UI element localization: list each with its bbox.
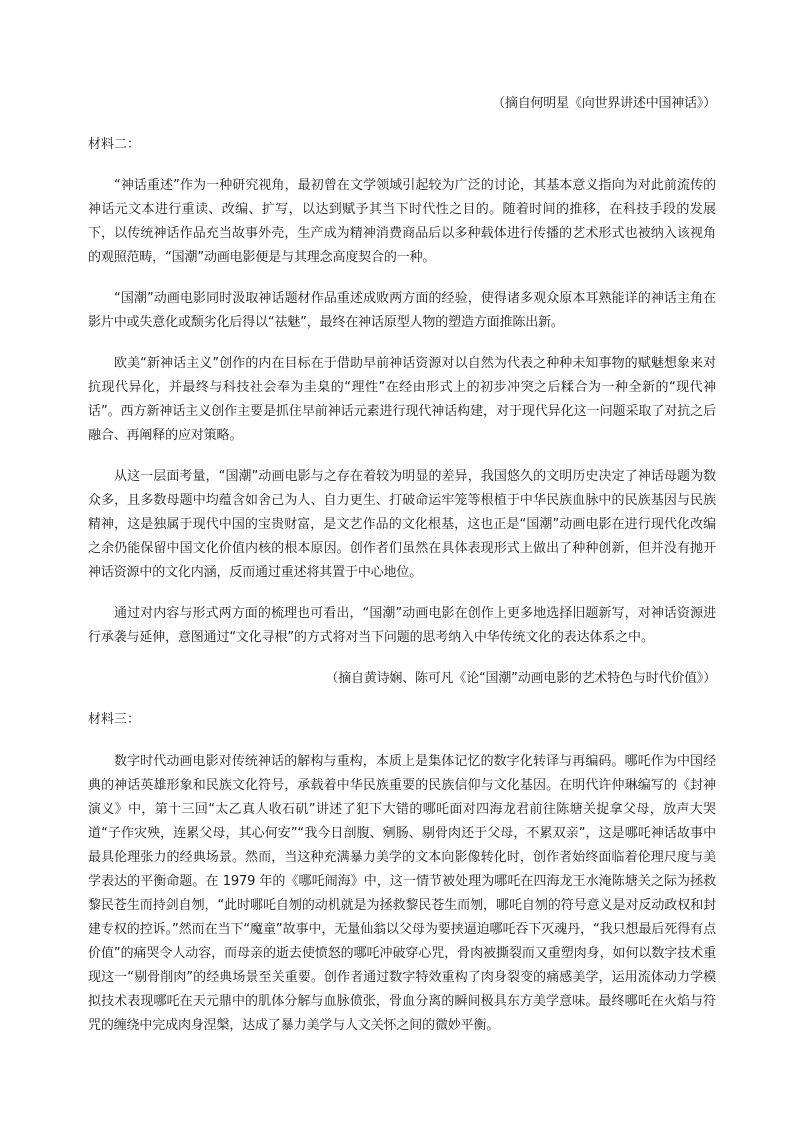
material-two-paragraph-2: “国潮”动画电影同时汲取神话题材作品重述成败两方面的经验，使得诸多观众原本耳熟能详的神话主角在影片中或失意化或颓劣化后得以“祛魅”，最终在神话原型人物的塑造方面推陈出新。: [88, 291, 716, 330]
material-two-heading: 材料二：: [88, 137, 141, 152]
document-page: [88, 92, 716, 1038]
source-citation-1: （摘自何明星《向世界讲述中国神话》）: [492, 96, 716, 111]
material-three-heading: 材料三：: [88, 712, 141, 727]
source-citation-2: （摘自黄诗娴、陈可凡《论“国潮”动画电影的艺术特色与时代价值》）: [325, 671, 716, 686]
material-three-paragraph-1: 数字时代动画电影对传统神话的解构与重构，本质上是集体记忆的数字化转译与再编码。哪吒作为中国经典的神话英雄形象和民族文化符号，承载着中华民族重要的民族信仰与文化基因。在明代许仲琳编写的《封神演义》中，第十三回“太乙真人收石矶”讲述了犯下大错的哪吒面对四海龙君前往陈塘关捉拿父母，放声大哭道“子作灾殃，连累父母，其心何安”“我今日剖腹、剜肠、剔骨肉还于父母，不累双亲”，这是哪吒神话故事中最具伦理张力的经典场景。然而，当这种充满暴力美学的文本向影像转化时，创作者始终面临着伦理尺度与美学表达的平衡命题。在 1979 年的《哪吒闹海》中，这一情节被处理为哪吒在四海龙王水淹陈塘关之际为拯救黎民苍生而持剑自刎，“此时哪吒自刎的动机就是为拯救黎民苍生而刎，哪吒自刎的符号意义是对反动政权和封建专权的控诉。”然而在当下“魔童”故事中，无量仙翁以父母为要挟逼迫哪吒吞下灭魂丹，“我只想最后死得有点价值”的痛哭令人动容，而母亲的逝去使愤怒的哪吒冲破穿心咒，骨肉被撕裂而又重塑肉身，如何以数字技术重现这一“剔骨削肉”的经典场景至关重要。创作者通过数字特效重构了肉身裂变的痛感美学，运用流体动力学模拟技术表现哪吒在天元鼎中的肌体分解与血脉偾张，骨血分离的瞬间极具东方美学意味。最终哪吒在火焰与符咒的缠绕中完成肉身涅槃，达成了暴力美学与人文关怀之间的微妙平衡。: [88, 754, 716, 1033]
material-two-paragraph-4: 从这一层面考量，“国潮”动画电影与之存在着较为明显的差异，我国悠久的文明历史决定了神话母题为数众多，且多数母题中均蕴含如舍己为人、自力更生、打破命运牢笼等根植于中华民族血脉中的民族基因与民族精神，这是独属于现代中国的宝贵财富，是文艺作品的文化根基，这也正是“国潮”动画电影在进行现代化改编之余仍能保留中国文化价值内核的根本原因。创作者们虽然在具体表现形式上做出了种种创新，但并没有抛开神话资源中的文化内涵，反而通过重述将其置于中心地位。: [88, 469, 716, 580]
material-two-paragraph-3: 欧美“新神话主义”创作的内在目标在于借助早前神话资源对以自然为代表之种种未知事物的赋魅想象来对抗现代异化，并最终与科技社会奉为圭臬的“理性”在经由形式上的初步冲突之后糅合为一种全新的“现代神话”。西方新神话主义创作主要是抓住早前神话元素进行现代神话构建，对于现代异化这一问题采取了对抗之后融合、再阐释的应对策略。: [88, 356, 716, 443]
material-two-paragraph-5: 通过对内容与形式两方面的梳理也可看出，“国潮”动画电影在创作上更多地选择旧题新写，对神话资源进行承袭与延伸，意图通过“文化寻根”的方式将对当下问题的思考纳入中华传统文化的表达体系之中。: [88, 606, 716, 645]
material-two-paragraph-1: “神话重述”作为一种研究视角，最初曾在文学领域引起较为广泛的讨论，其基本意义指向为对此前流传的神话元文本进行重读、改编、扩写，以达到赋予其当下时代性之目的。随着时间的推移，在科技手段的发展下，以传统神话作品充当故事外壳，生产成为精神消费商品后以多种载体进行传播的艺术形式也被纳入该视角的观照范畴，“国潮”动画电影便是与其理念高度契合的一种。: [88, 178, 716, 265]
